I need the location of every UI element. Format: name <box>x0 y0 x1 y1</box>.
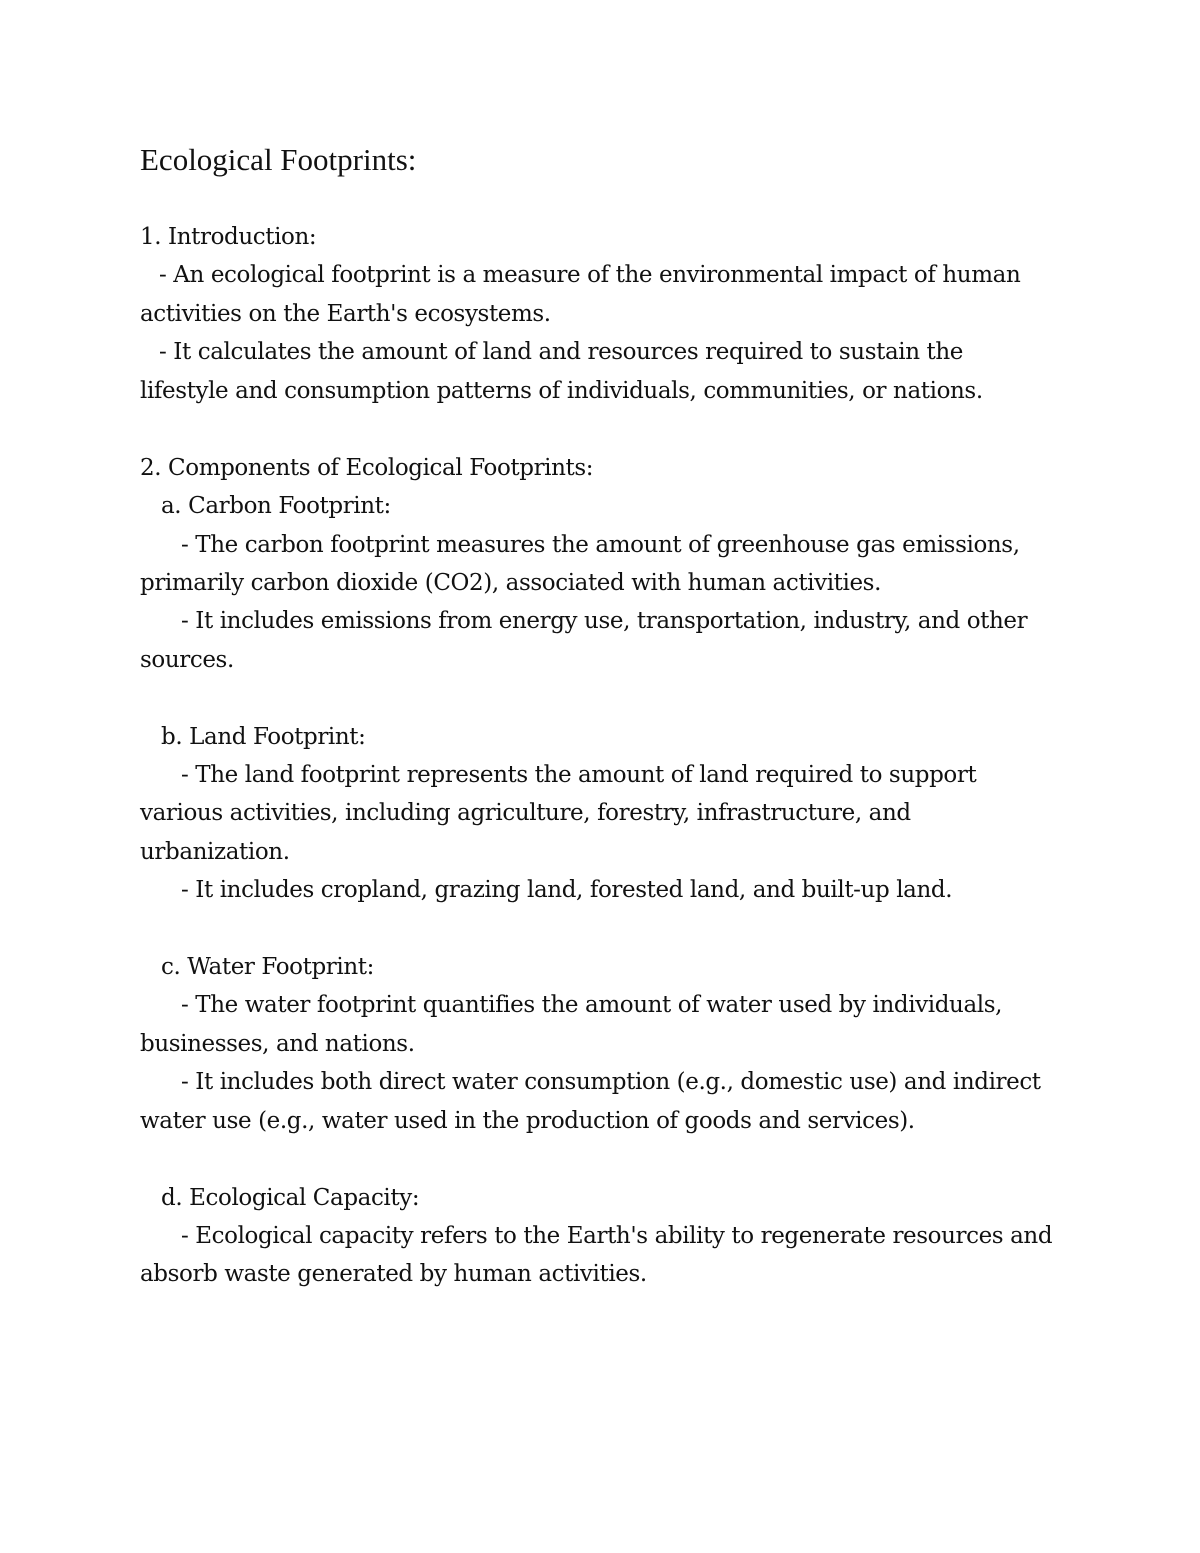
carbon-bullet-2-line-1: - It includes emissions from energy use, transportation, industry, and other <box>181 608 1028 634</box>
land-heading: b. Land Footprint: <box>161 724 366 750</box>
land-bullet-1-line-1: - The land footprint represents the amount of land required to support <box>181 762 977 788</box>
document-title: Ecological Footprints: <box>140 142 417 177</box>
land-bullet-1-line-3: urbanization. <box>140 839 290 865</box>
carbon-bullet-2-line-2: sources. <box>140 647 234 673</box>
intro-bullet-2-line-2: lifestyle and consumption patterns of individuals, communities, or nations. <box>140 378 983 404</box>
carbon-bullet-1-line-2: primarily carbon dioxide (CO2), associated with human activities. <box>140 570 881 596</box>
capacity-heading: d. Ecological Capacity: <box>161 1185 420 1211</box>
capacity-bullet-1-line-2: absorb waste generated by human activities. <box>140 1261 647 1287</box>
components-heading: 2. Components of Ecological Footprints: <box>140 455 594 481</box>
water-heading: c. Water Footprint: <box>161 954 374 980</box>
intro-heading: 1. Introduction: <box>140 224 317 250</box>
land-bullet-1-line-2: various activities, including agriculture, forestry, infrastructure, and <box>140 800 911 826</box>
intro-bullet-2-line-1: - It calculates the amount of land and resources required to sustain the <box>159 339 964 365</box>
intro-bullet-1-line-2: activities on the Earth's ecosystems. <box>140 301 551 327</box>
intro-bullet-1-line-1: - An ecological footprint is a measure of the environmental impact of human <box>159 262 1021 288</box>
water-bullet-2-line-1: - It includes both direct water consumption (e.g., domestic use) and indirect <box>181 1069 1041 1095</box>
capacity-bullet-1-line-1: - Ecological capacity refers to the Earth's ability to regenerate resources and <box>181 1223 1053 1249</box>
land-bullet-2-line-1: - It includes cropland, grazing land, forested land, and built-up land. <box>181 877 953 903</box>
carbon-bullet-1-line-1: - The carbon footprint measures the amount of greenhouse gas emissions, <box>181 532 1020 558</box>
water-bullet-2-line-2: water use (e.g., water used in the production of goods and services). <box>140 1108 915 1134</box>
carbon-heading: a. Carbon Footprint: <box>161 493 391 519</box>
water-bullet-1-line-1: - The water footprint quantifies the amount of water used by individuals, <box>181 992 1003 1018</box>
water-bullet-1-line-2: businesses, and nations. <box>140 1031 415 1057</box>
